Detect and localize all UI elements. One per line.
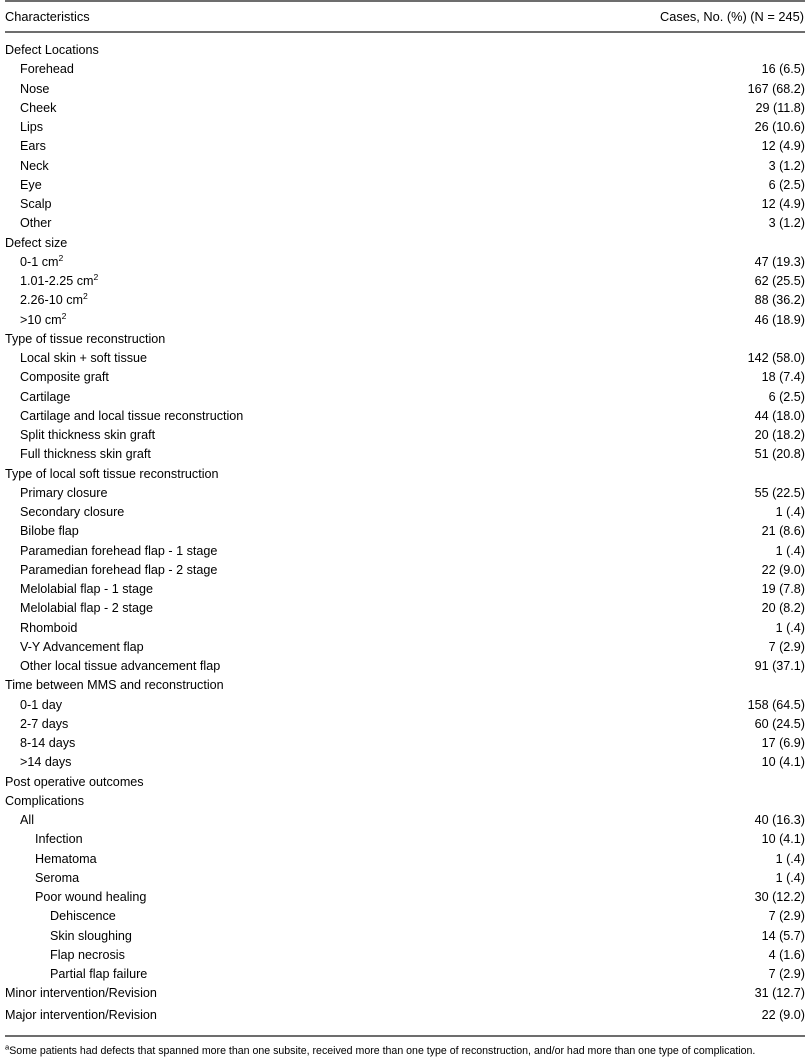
table-row [5,99,805,118]
column-header-cases: Cases, No. (%) (N = 245) [405,1,805,32]
row-value: 3 (1.2) [768,216,805,231]
row-value: 20 (18.2) [754,428,805,442]
table-row [5,753,805,772]
row-value: 4 (1.6) [768,947,805,962]
row-value: 22 (9.0) [761,562,805,577]
row-value: 30 (12.2) [754,890,805,904]
row-label: Secondary closure [20,505,125,519]
table-row [5,522,805,541]
row-label: 2-7 days [20,716,69,731]
table-row [5,272,805,291]
table-row [5,426,805,445]
row-value: 19 (7.8) [761,582,805,596]
row-label: Melolabial flap - 2 stage [20,601,154,616]
row-value: 1 (.4) [775,620,805,635]
row-value: 12 (4.9) [761,197,805,211]
table-row [5,792,805,811]
table-row [5,619,805,638]
spacer-cell [5,32,405,41]
row-label: Cartilage and local tissue reconstruction [20,408,244,423]
row-label: Type of local soft tissue reconstruction [5,466,219,481]
table-row [5,580,805,599]
row-value: 55 (22.5) [754,485,805,500]
row-label: All [20,813,34,827]
row-value [405,330,805,349]
row-value: 26 (10.6) [754,120,805,134]
row-label: Composite graft [20,370,109,385]
table-row [5,927,805,946]
row-label: V-Y Advancement flap [20,639,144,654]
table-row [5,137,805,156]
row-value: 16 (6.5) [761,62,805,77]
row-value: 1 (.4) [775,870,805,885]
table-row [5,80,805,99]
table-row [5,60,805,79]
row-value: 6 (2.5) [768,389,805,404]
row-label: Melolabial flap - 1 stage [20,582,154,596]
row-label: Local skin + soft tissue [20,351,148,365]
characteristics-table [5,0,805,1037]
row-label: Infection [35,832,83,847]
table-row [5,811,805,830]
row-value: 1 (.4) [775,851,805,866]
table-row [5,118,805,137]
table-row [5,850,805,869]
row-value: 14 (5.7) [761,928,805,943]
table-row [5,734,805,753]
unit-superscript: 2 [93,272,99,282]
row-label: Paramedian forehead flap - 1 stage [20,543,218,558]
row-value: 7 (2.9) [768,967,805,981]
row-value: 91 (37.1) [754,659,805,673]
row-label: Skin sloughing [50,928,132,943]
row-value: 40 (16.3) [754,813,805,827]
row-label: Lips [20,120,44,134]
table-row [5,676,805,695]
row-value: 7 (2.9) [768,639,805,654]
row-label: 1.01-2.25 $cm^2$ [20,272,99,288]
row-value: 29 (11.8) [755,100,805,115]
table-footnote [5,1041,805,1059]
table-row [5,234,805,253]
row-value: 47 (19.3) [754,254,805,269]
rule-cell [405,1036,805,1037]
row-label: Poor wound healing [35,890,147,904]
table-row [5,696,805,715]
table-row [5,888,805,907]
row-value [405,792,805,811]
table-head [5,1,805,32]
table-body [5,32,805,1037]
row-value: 88 (36.2) [754,293,805,308]
table-row [5,638,805,657]
row-value: 22 (9.0) [761,1008,805,1023]
unit-superscript: 2 [83,291,88,302]
row-value: 62 (25.5) [754,274,805,288]
table-row [5,773,805,792]
header-spacer-row [5,32,805,41]
row-value: 142 (58.0) [747,351,805,365]
row-label: >14 days [20,755,72,770]
row-value [405,676,805,695]
table-row [5,657,805,676]
table-row [5,1004,805,1036]
row-label: Dehiscence [50,909,116,924]
rule-cell [5,1036,405,1037]
row-label: Major intervention/Revision [5,1008,157,1023]
row-label: Other local tissue advancement flap [20,659,221,673]
row-label: Type of tissue reconstruction [5,331,166,346]
unit-superscript: 2 [58,252,64,263]
row-value: 1 (.4) [775,543,805,558]
row-value [405,41,805,60]
row-label: Hematoma [35,851,97,866]
row-label: Flap necrosis [50,947,125,962]
table-row [5,253,805,272]
row-value: 17 (6.9) [761,736,805,750]
row-label: Minor intervention/Revision [5,986,157,1001]
table-bottom-rule [5,1036,805,1037]
row-label: Defect Locations [5,43,99,57]
table-row [5,368,805,387]
row-value: 44 (18.0) [754,408,805,423]
row-label: >10 $cm^2$ [20,310,67,327]
row-value: 18 (7.4) [761,370,805,385]
row-value: 6 (2.5) [768,177,805,192]
row-label: Neck [20,158,49,173]
row-value: 3 (1.2) [768,158,805,173]
row-label: 0-1 day [20,697,63,712]
row-label: Scalp [20,197,52,211]
table-row [5,984,805,1003]
table-header-row [5,1,805,32]
table-row [5,445,805,464]
unit-superscript: 2 [61,310,67,321]
row-value: 10 (4.1) [761,832,805,847]
table-row [5,484,805,503]
table-row [5,349,805,368]
table-row [5,599,805,618]
table-row [5,311,805,330]
table-row [5,830,805,849]
row-label: 0-1 $cm^2$ [20,252,64,269]
row-label: Seroma [35,870,80,885]
table-row [5,157,805,176]
row-label: Split thickness skin graft [20,428,156,442]
table-row [5,715,805,734]
row-label: Ears [20,139,46,154]
table-row [5,214,805,233]
row-label: Complications [5,793,85,808]
table-row [5,561,805,580]
row-value [405,773,805,792]
row-value: 20 (8.2) [761,601,805,616]
row-label: Cartilage [20,389,71,404]
row-value: 60 (24.5) [754,716,805,731]
row-label: Primary closure [20,485,108,500]
row-label: Full thickness skin graft [20,447,151,462]
table-row [5,407,805,426]
table-row [5,946,805,965]
column-header-characteristics: Characteristics [5,1,405,32]
row-label: Cheek [20,100,57,115]
row-label: Paramedian forehead flap - 2 stage [20,562,218,577]
table-row [5,907,805,926]
table-row [5,465,805,484]
row-label: Rhomboid [20,620,78,635]
table-row [5,965,805,984]
spacer-cell [405,32,805,41]
table-row [5,291,805,310]
footnote-text: Some patients had defects that spanned more than one subsite, received more than one type of reconstruction, and/or had more than one type of complication. [9,1044,756,1057]
table-row [5,388,805,407]
row-value: 167 (68.2) [747,81,805,96]
row-value: 21 (8.6) [761,524,805,539]
row-label: Eye [20,177,42,192]
table-row [5,176,805,195]
table-row [5,869,805,888]
footnote-marker: a [5,1041,10,1051]
row-value: 46 (18.9) [754,312,805,327]
row-value: 158 (64.5) [747,697,805,712]
row-value: 10 (4.1) [761,755,805,770]
row-value [405,465,805,484]
table-row [5,41,805,60]
row-value [405,234,805,253]
row-label: Time between MMS and reconstruction [5,678,224,693]
row-label: Defect size [5,235,68,250]
row-label: Forehead [20,62,74,77]
table-row [5,195,805,214]
row-value: 7 (2.9) [768,909,805,924]
table-row [5,503,805,522]
row-label: 8-14 days [20,736,76,750]
table-row [5,542,805,561]
row-value: 31 (12.7) [754,986,805,1001]
row-label: Post operative outcomes [5,774,144,789]
row-value: 51 (20.8) [754,447,805,462]
row-label: Nose [20,81,50,96]
row-label: 2.26-10 $cm^2$ [20,291,88,308]
row-label: Other [20,216,52,231]
row-value: 1 (.4) [775,505,805,519]
row-value: 12 (4.9) [761,139,805,154]
row-label: Partial flap failure [50,967,148,981]
row-label: Bilobe flap [20,524,79,539]
table-row [5,330,805,349]
